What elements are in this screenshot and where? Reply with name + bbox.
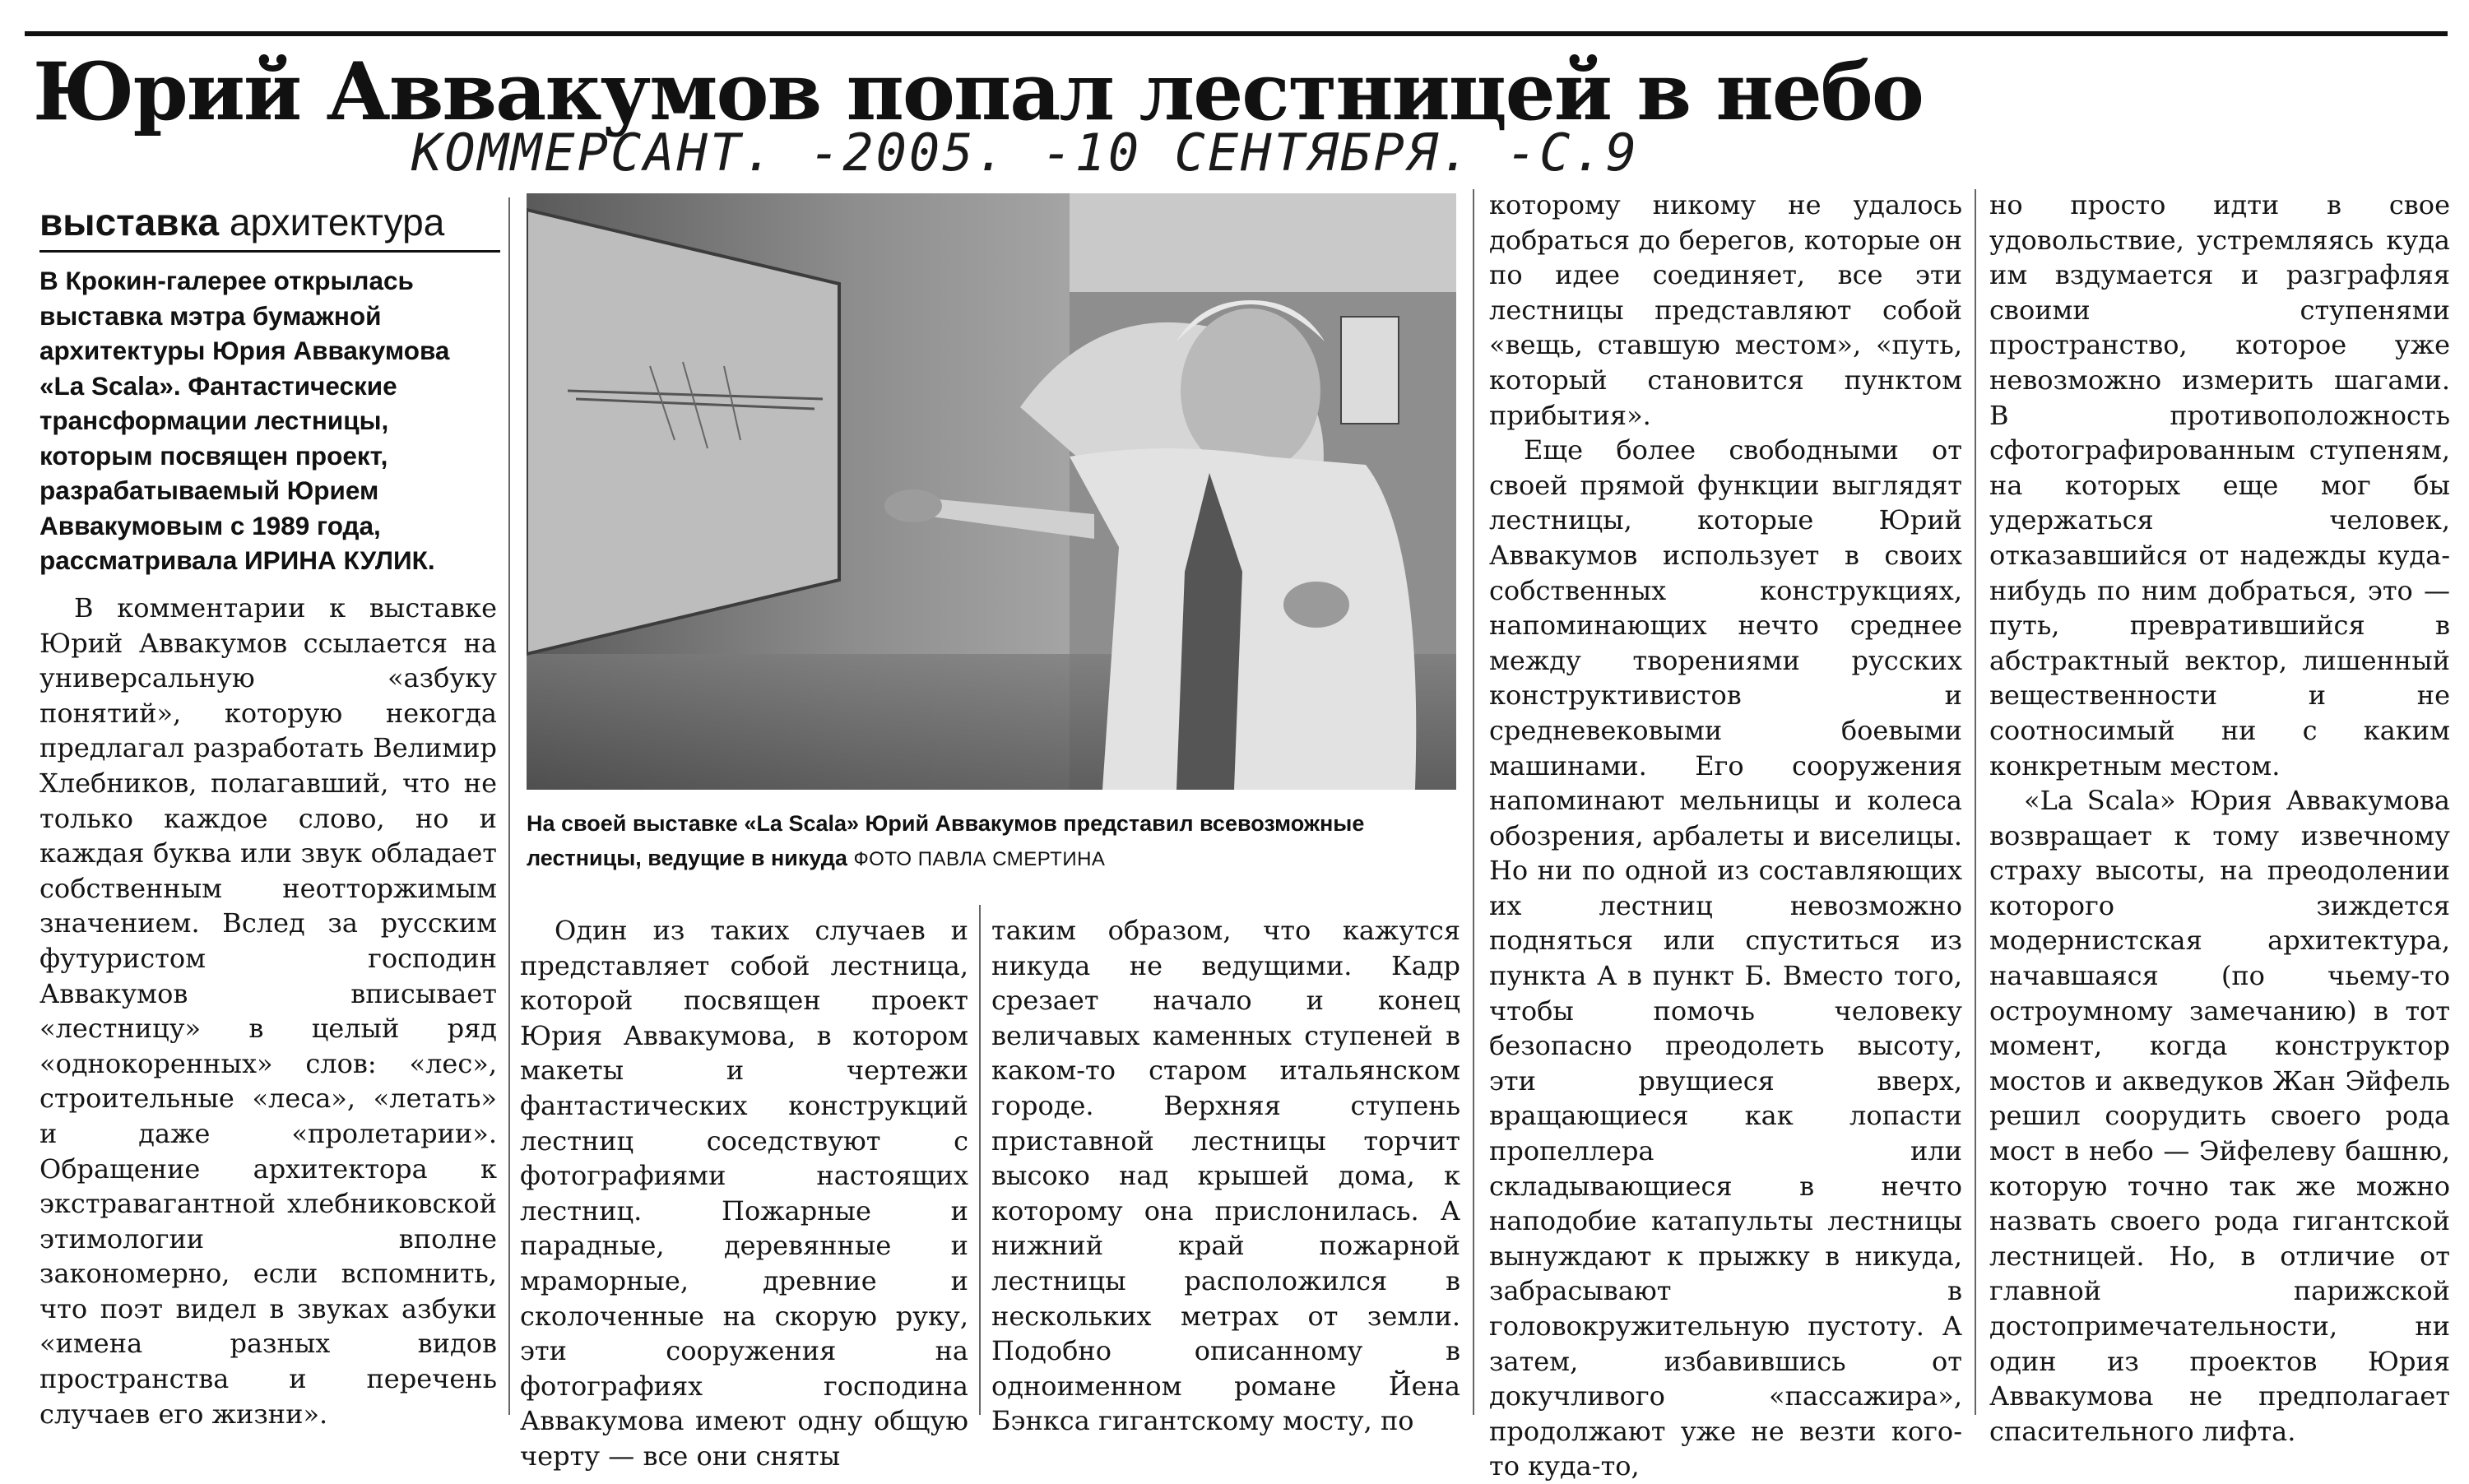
headline: Юрий Аввакумов попал лестницей в небо <box>33 45 1923 138</box>
column-4 <box>1489 188 1962 1484</box>
column-5-paragraph-2: «La Scala» Юрия Аввакумова возвращает к тому извечному страху высоты, на преодолении которого зиждется модернистская архитектура, начавшаяся (по чьему-то остроумному замечанию) в тот момент, когда конструктор мостов и акведуков Жан Эйфель решил соорудить своего рода мост в небо — Эйфелеву башню, которую точно так же можно назвать своего рода гигантской лестницей. Но, в отличие от главной парижской достопримечательности, ни один из проектов Юрия Аввакумова не предполагает спасительного лифта. <box>1989 785 2450 1447</box>
column-divider-4 <box>1975 189 1976 1415</box>
column-1-text: В комментарии к выставке Юрий Аввакумов ссылается на универсальную «азбуку понятий», которую некогда предлагал разработать Велимир Хлебников, полагавший, что не только каждое слово, но и каждая буква или звук обладает собственным неотторжимым значением. Вслед за русским футуристом господин Аввакумов вписывает «лестницу» в целый ряд «однокоренных» слов: «лес», строительные «леса», «летать» и даже «пролетарии». Обращение архитектора к экстравагантной хлебниковской этимологии вполне закономерно, если вспомнить, что поэт видел в звуках азбуки «имена разных видов пространства и перечень случаев его жизни». <box>39 592 497 1430</box>
article-photo <box>527 193 1456 790</box>
column-divider-3 <box>1473 189 1474 1415</box>
caption-text: На своей выставке «La Scala» Юрий Аввакумов представил всевозможные лестницы, ведущие в никуда <box>527 811 1365 870</box>
rubric-bold: выставка <box>39 201 220 243</box>
rubric <box>39 197 500 253</box>
column-5-paragraph-1: но просто идти в свое удовольствие, устремляясь куда им вздумается и разграфляя своими ступенями пространство, которое уже невозможно измерить шагами. В противоположность сфотографированным ступеням, на которых еще мог бы удержаться человек, отказавшийся от надежды куда-нибудь по ним добраться, это — путь, превратившийся в абстрактный вектор, лишенный вещественности и не соотносимый ни с каким конкретным местом. <box>1989 189 2450 781</box>
column-1 <box>39 591 497 1431</box>
column-divider-2 <box>979 905 981 1415</box>
photo-illustration <box>527 193 1456 790</box>
column-2-text: Один из таких случаев и представляет собой лестница, которой посвящен проект Юрия Аввакумова, в котором макеты и чертежи фантастических конструкций лестниц соседствуют с фотографиями настоящих лестниц. Пожарные и парадные, деревянные и мраморные, древние и сколоченные на скорую руку, эти сооружения на фотографиях господина Аввакумова имеют одну общую черту — все они сняты <box>520 915 968 1472</box>
handwritten-source-note: КОММЕРСАНТ. -2005. -10 СЕНТЯБРЯ. -С.9 <box>411 123 1640 183</box>
photo-credit: ФОТО ПАВЛА СМЕРТИНА <box>853 848 1106 870</box>
photo-caption <box>527 806 1464 877</box>
top-rule <box>25 31 2448 36</box>
column-3-text: таким образом, что кажутся никуда не ведущими. Кадр срезает начало и конец величавых каменных ступеней в каком-то старом итальянском городе. Верхняя ступень приставной лестницы торчит высоко над крышей дома, к которому она прислонилась. А нижний край пожарной лестницы расположился в нескольких метрах от земли. Подобно описанному в одноименном романе Йена Бэнкса гигантскому мосту, по <box>991 915 1460 1437</box>
rubric-light: архитектура <box>229 201 445 243</box>
column-3 <box>991 913 1460 1439</box>
column-divider-1 <box>508 197 510 1415</box>
column-4-paragraph-2: Еще более свободными от своей прямой функции выглядят лестницы, которые Юрий Аввакумов использует в своих собственных конструкциях, напоминающих нечто среднее между творениями русских конструктивистов и средневековыми боевыми машинами. Его сооружения напоминают мельницы и колеса обозрения, арбалеты и виселицы. Но ни по одной из составляющих их лестниц невозможно подняться или спуститься из пункта А в пункт Б. Вместо того, чтобы помочь человеку безопасно преодолеть высоту, эти рвущиеся вверх, вращающиеся как лопасти пропеллера или складывающиеся в нечто наподобие катапульты лестницы вынуждают к прыжку в никуда, забрасывают в головокружительную пустоту. А затем, избавившись от докучливого «пассажира», продолжают уже не везти кого-то куда-то, <box>1489 434 1962 1482</box>
lead-paragraph: В Крокин-галерее открылась выставка мэтра бумажной архитектуры Юрия Аввакумова «La Scala». Фантастические трансформации лестницы, которым посвящен проект, разрабатываемый Юрием Аввакумовым с 1989 года, рассматривала ИРИНА КУЛИК. <box>39 266 450 575</box>
column-2 <box>520 913 968 1474</box>
column-4-paragraph-1: которому никому не удалось добраться до берегов, которые он по идее соединяет, все эти лестницы представляют собой «вещь, ставшую местом», «путь, который становится пунктом прибытия». <box>1489 189 1962 431</box>
column-5 <box>1989 188 2450 1449</box>
